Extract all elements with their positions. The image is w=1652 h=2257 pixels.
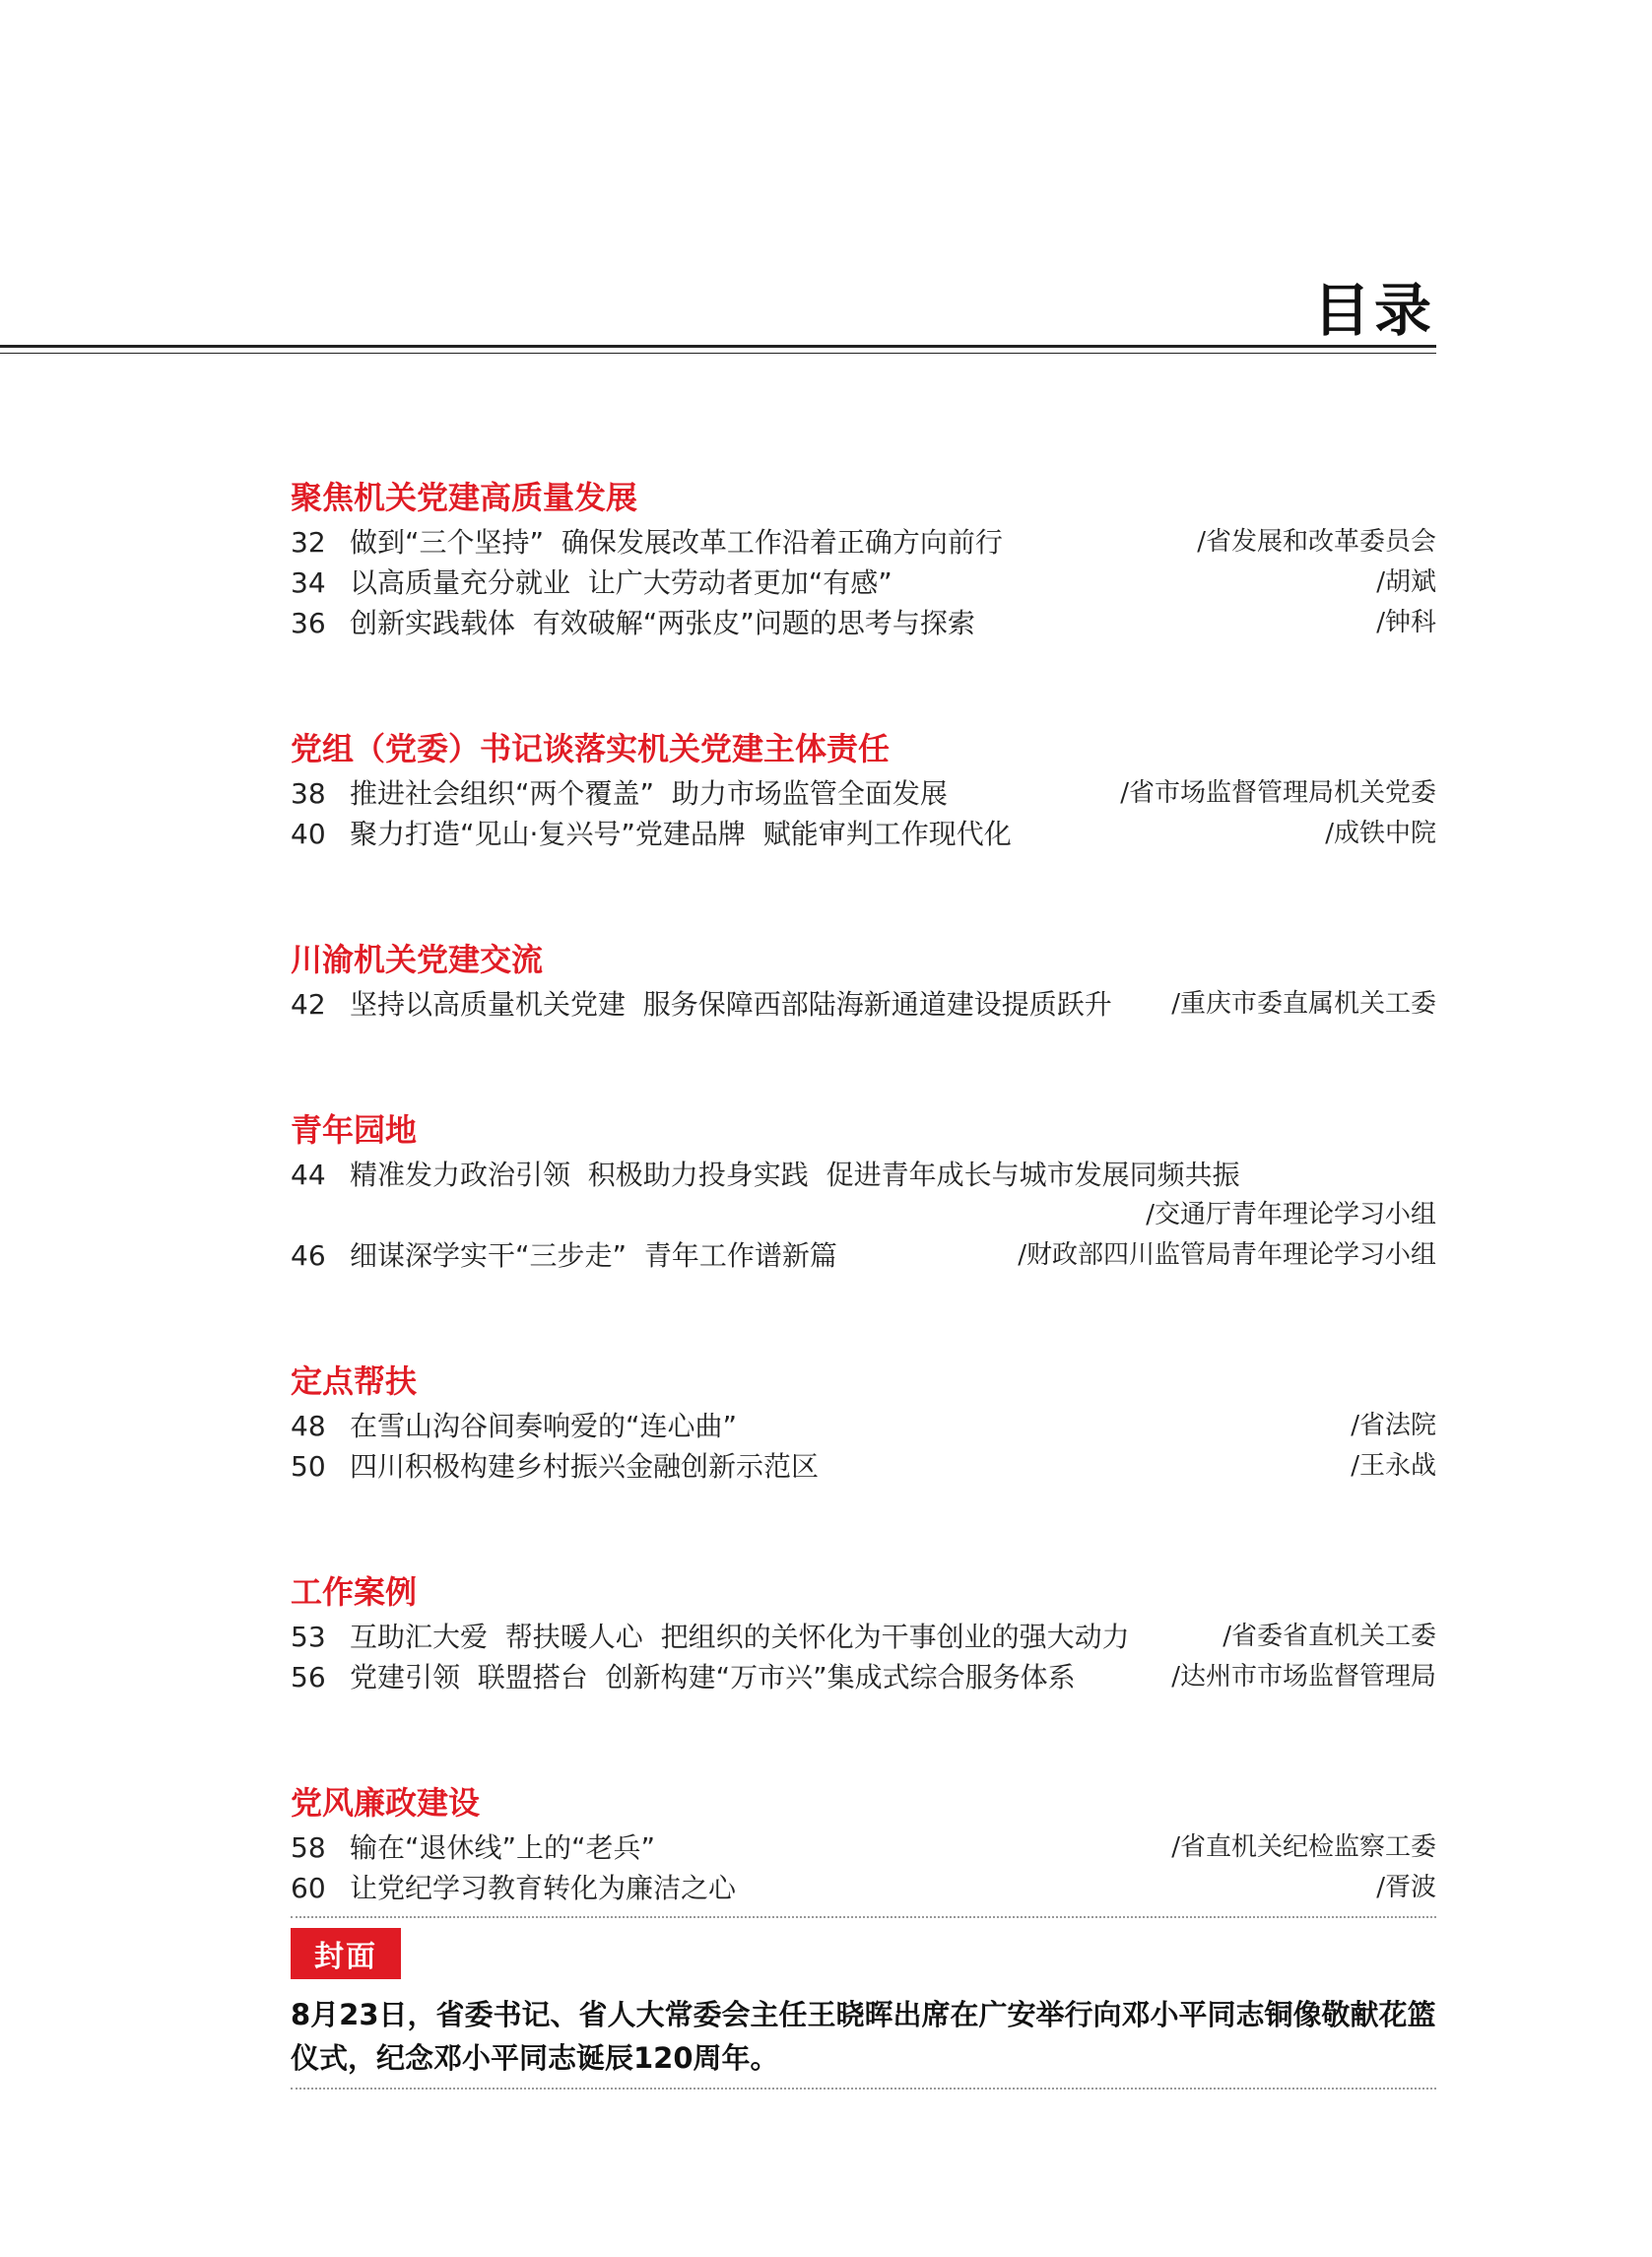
toc-entry[interactable]	[291, 1657, 1436, 1697]
page-title: 目录	[1312, 277, 1435, 344]
page-number: 58	[291, 1831, 326, 1864]
article-title: 坚持以高质量机关党建 服务保障西部陆海新通道建设提质跃升	[350, 988, 1112, 1021]
article-title: 精准发力政治引领 积极助力投身实践 促进青年成长与城市发展同频共振	[350, 1159, 1240, 1191]
title-divider-thin	[0, 353, 1436, 354]
article-title: 四川积极构建乡村振兴金融创新示范区	[350, 1450, 820, 1483]
page-number: 36	[291, 607, 326, 639]
toc-section	[291, 1105, 1436, 1276]
dotted-divider	[291, 2088, 1436, 2090]
toc-section	[291, 1567, 1436, 1697]
article-author: /胡斌	[1376, 567, 1436, 597]
page-number: 60	[291, 1872, 326, 1904]
toc-entry[interactable]	[291, 984, 1436, 1025]
article-title: 在雪山沟谷间奏响爱的“连心曲”	[350, 1410, 738, 1442]
toc-entry[interactable]	[291, 773, 1436, 814]
toc-section	[291, 724, 1436, 854]
article-title: 聚力打造“见山·复兴号”党建品牌 赋能审判工作现代化	[350, 818, 1012, 850]
cover-note	[291, 1916, 1436, 2090]
article-author: /王永战	[1351, 1451, 1436, 1481]
toc-entry[interactable]	[291, 1235, 1436, 1276]
page-number: 48	[291, 1410, 326, 1442]
article-title: 让党纪学习教育转化为廉洁之心	[350, 1872, 737, 1904]
page-number: 50	[291, 1450, 326, 1483]
section-heading: 青年园地	[291, 1111, 418, 1149]
cover-label: 封面	[291, 1928, 401, 1979]
dotted-divider	[291, 1916, 1436, 1918]
title-divider	[0, 345, 1436, 348]
toc-entry[interactable]	[291, 1827, 1436, 1868]
toc-section	[291, 1357, 1436, 1487]
article-author: /交通厅青年理论学习小组	[1146, 1200, 1436, 1229]
toc-entry[interactable]	[291, 563, 1436, 603]
toc-entry[interactable]	[291, 1155, 1436, 1235]
section-heading: 川渝机关党建交流	[291, 941, 544, 978]
article-title: 做到“三个坚持” 确保发展改革工作沿着正确方向前行	[350, 526, 1003, 559]
article-author: /钟科	[1376, 608, 1436, 637]
article-author: /重庆市委直属机关工委	[1171, 989, 1436, 1019]
article-author: /省直机关纪检监察工委	[1171, 1832, 1436, 1862]
page-number: 32	[291, 526, 326, 559]
article-title: 互助汇大爱 帮扶暖人心 把组织的关怀化为干事创业的强大动力	[350, 1621, 1130, 1653]
page-number: 38	[291, 777, 326, 810]
article-author: /成铁中院	[1325, 819, 1436, 848]
page-number: 34	[291, 566, 326, 599]
toc-entry[interactable]	[291, 1446, 1436, 1487]
article-title: 以高质量充分就业 让广大劳动者更加“有感”	[350, 566, 892, 599]
section-heading: 工作案例	[291, 1573, 418, 1611]
section-heading: 定点帮扶	[291, 1362, 418, 1400]
article-author: /省市场监督管理局机关党委	[1120, 778, 1436, 808]
section-heading: 聚焦机关党建高质量发展	[291, 479, 638, 516]
page-number: 40	[291, 818, 326, 850]
page-number: 56	[291, 1661, 326, 1693]
article-author: /财政部四川监管局青年理论学习小组	[1018, 1240, 1436, 1270]
toc-section	[291, 473, 1436, 643]
cover-caption: 8月23日，省委书记、省人大常委会主任王晓晖出席在广安举行向邓小平同志铜像敬献花篮仪式，纪念邓小平同志诞辰120周年。	[291, 1998, 1436, 2075]
article-title: 输在“退休线”上的“老兵”	[350, 1831, 656, 1864]
toc-entry[interactable]	[291, 1868, 1436, 1908]
article-title: 细谋深学实干“三步走” 青年工作谱新篇	[350, 1239, 837, 1272]
section-heading: 党组（党委）书记谈落实机关党建主体责任	[291, 730, 891, 767]
toc-entry[interactable]	[291, 603, 1436, 643]
article-author: /达州市市场监督管理局	[1171, 1662, 1436, 1692]
toc-entry[interactable]	[291, 522, 1436, 563]
page-number: 46	[291, 1239, 326, 1272]
article-title: 创新实践载体 有效破解“两张皮”问题的思考与探索	[350, 607, 975, 639]
table-of-contents	[291, 473, 1436, 1908]
toc-section	[291, 1778, 1436, 1908]
toc-entry[interactable]	[291, 814, 1436, 854]
article-author: /胥波	[1376, 1873, 1436, 1902]
article-author: /省法院	[1351, 1411, 1436, 1440]
article-title: 推进社会组织“两个覆盖” 助力市场监管全面发展	[350, 777, 948, 810]
article-author: /省发展和改革委员会	[1197, 527, 1436, 557]
toc-section	[291, 935, 1436, 1025]
page-number: 44	[291, 1159, 326, 1191]
toc-entry[interactable]	[291, 1406, 1436, 1446]
article-title: 党建引领 联盟搭台 创新构建“万市兴”集成式综合服务体系	[350, 1661, 1076, 1693]
toc-entry[interactable]	[291, 1617, 1436, 1657]
page-number: 53	[291, 1621, 326, 1653]
page-number: 42	[291, 988, 326, 1021]
section-heading: 党风廉政建设	[291, 1784, 481, 1822]
article-author: /省委省直机关工委	[1222, 1622, 1436, 1651]
